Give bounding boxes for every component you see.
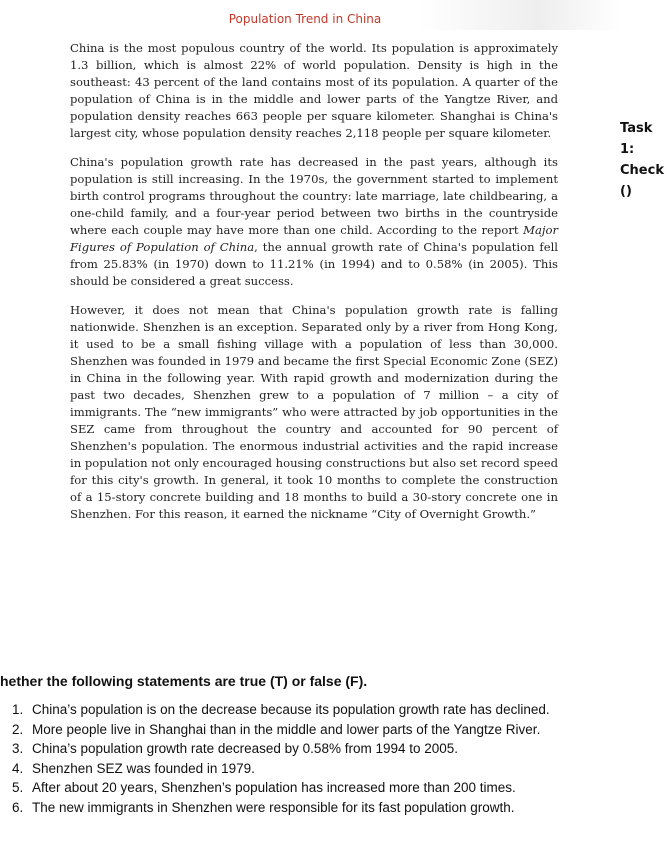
statement-item bbox=[12, 778, 662, 798]
article-title: Population Trend in China bbox=[228, 12, 382, 26]
task-instructions: hether the following statements are true (T) or false (F). bbox=[0, 673, 368, 689]
statement-item bbox=[12, 700, 662, 720]
statement-item bbox=[12, 739, 662, 759]
statement-number: 3. bbox=[12, 741, 24, 757]
statement-text: China’s population growth rate decreased by 0.58% from 1994 to 2005. bbox=[32, 741, 459, 757]
statement-text: More people live in Shanghai than in the middle and lower parts of the Yangtze River. bbox=[32, 721, 541, 737]
task-sidebar bbox=[620, 118, 666, 202]
statement-item bbox=[12, 759, 662, 779]
paragraph-1: China is the most populous country of the world. Its population is approximately 1.3 billion, which is almost 22% of world population. Density is high in the southeast: 43 percent of the land contains most of its population. A quarter of the population of China is in the middle and lower parts of the Yangtze River, and population density reaches 663 people per square kilometer. Shanghai is China's largest city, whose population density reaches 2,118 people per square kilometer. bbox=[70, 41, 558, 140]
task-label: Task 1: bbox=[620, 121, 653, 157]
paragraph-3: However, it does not mean that China's population growth rate is falling nationwide. Shenzhen is an exception. Separated only by a river from Hong Kong, it used to be a small fishing village with a population of less than 30,000. Shenzhen was founded in 1979 and became the first Special Economic Zone (SEZ) in China in the following year. With rapid growth and modernization during the past two decades, Shenzhen grew to a population of 7 million – a city of immigrants. The “new immigrants” who were attracted by job opportunities in the SEZ came from throughout the country and accounted for 90 percent of Shenzhen's population. The enormous industrial activities and the rapid increase in population not only encouraged housing constructions but also set record speed for this city's growth. In general, it took 10 months to complete the construction of a 15-story concrete building and 18 months to build a 30-story concrete one in Shenzhen. For this reason, it earned the nickname “City of Overnight Growth.” bbox=[70, 303, 558, 521]
paragraph-2 bbox=[70, 154, 558, 290]
statement-item bbox=[12, 720, 662, 740]
statement-item bbox=[12, 798, 662, 818]
statement-text: The new immigrants in Shenzhen were responsible for its fast population growth. bbox=[32, 799, 515, 815]
statement-number: 5. bbox=[12, 780, 24, 796]
statement-number: 4. bbox=[12, 760, 24, 776]
statement-list bbox=[12, 700, 662, 818]
statement-number: 1. bbox=[12, 702, 24, 717]
report-title: Major Figures of Population of China bbox=[70, 223, 558, 254]
paragraph-2-part-a: China's population growth rate has decreased in the past years, although its population is still increasing. In the 1970s, the government started to implement birth control programs throughout the country: late marriage, late childbearing, a one-child family, and a four-year period between two births in the countryside where each couple may have more than one child. According to the report bbox=[70, 155, 558, 237]
statement-text: After about 20 years, Shenzhen’s population has increased more than 200 times. bbox=[32, 780, 516, 796]
article-body bbox=[70, 40, 558, 535]
check-label: Check () bbox=[620, 163, 664, 199]
statement-text: Shenzhen SEZ was founded in 1979. bbox=[32, 760, 255, 776]
statement-number: 2. bbox=[12, 721, 24, 737]
statement-number: 6. bbox=[12, 799, 24, 815]
paragraph-2-part-b: , the annual growth rate of China's population fell from 25.83% (in 1970) down to 11.21% (in 1994) and to 0.58% (in 2005). This should be considered a great success. bbox=[70, 240, 558, 288]
statement-text: China’s population is on the decrease because its population growth rate has declined. bbox=[32, 702, 550, 717]
